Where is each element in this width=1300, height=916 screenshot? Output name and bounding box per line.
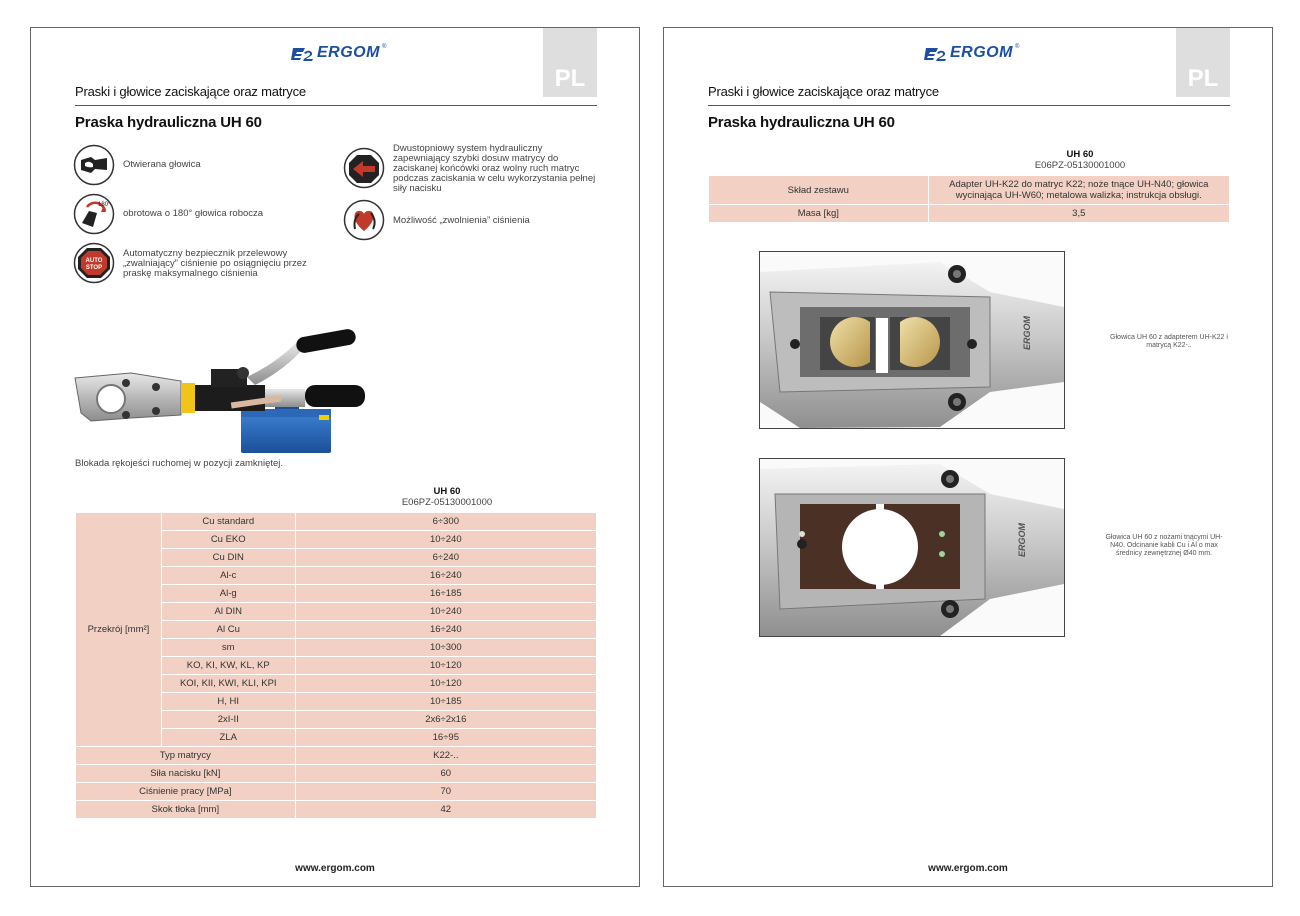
product-title: Praska hydrauliczna UH 60 bbox=[708, 114, 895, 131]
spec-value: 6÷240 bbox=[295, 549, 596, 567]
spec-value: 6÷300 bbox=[295, 513, 596, 531]
table-row bbox=[76, 765, 597, 783]
feature-open-head bbox=[73, 144, 323, 186]
open-head-icon bbox=[73, 144, 115, 186]
spec-label: Al-g bbox=[161, 585, 295, 603]
head-cutter-photo bbox=[759, 458, 1065, 637]
spec-label: H, HI bbox=[161, 693, 295, 711]
photo-caption: Głowica UH 60 z adapterem UH-K22 i matrycą K22-.. bbox=[1110, 334, 1228, 349]
brand-logo bbox=[924, 42, 1019, 64]
spec-value: 70 bbox=[295, 783, 596, 801]
table-row bbox=[709, 176, 1230, 205]
section-title: Praski i głowice zaciskające oraz matryce bbox=[75, 84, 306, 99]
brand-registered: ® bbox=[1014, 44, 1020, 50]
kit-table bbox=[708, 175, 1230, 223]
svg-text:AUTO: AUTO bbox=[85, 258, 103, 264]
table-row bbox=[76, 801, 597, 819]
model-name: UH 60 bbox=[433, 486, 461, 497]
brand-name: ERGOM bbox=[317, 44, 380, 61]
spec-label: Siła nacisku [kN] bbox=[76, 765, 296, 783]
feature-text: Dwustopniowy system hydrauliczny zapewniający szybki dosuw matrycy do zaciskanej końcówki oraz wolny ruch matryc podczas zaciskania w celu wykorzystania pełnej siły nacisku bbox=[393, 143, 596, 194]
spec-value: 10÷120 bbox=[295, 675, 596, 693]
head-brand-label: ERGOM bbox=[1017, 522, 1027, 557]
feature-rotation bbox=[73, 193, 323, 235]
table-row bbox=[76, 513, 597, 531]
model-code: E06PZ-05130001000 bbox=[401, 497, 493, 508]
spec-table bbox=[75, 512, 597, 819]
left-page bbox=[30, 27, 640, 887]
language-label: PL bbox=[554, 65, 586, 92]
head-brand-label: ERGOM bbox=[1022, 315, 1032, 350]
tool-caption: Blokada rękojeści ruchomej w pozycji zamkniętej. bbox=[75, 458, 284, 469]
divider bbox=[75, 105, 597, 106]
head-adapter-photo bbox=[759, 251, 1065, 429]
kit-value: 3,5 bbox=[928, 205, 1229, 223]
brand-logo bbox=[291, 42, 386, 64]
spec-label: Skok tłoka [mm] bbox=[76, 801, 296, 819]
svg-text:180°: 180° bbox=[98, 202, 111, 208]
model-name: UH 60 bbox=[1066, 149, 1094, 160]
spec-label: Cu DIN bbox=[161, 549, 295, 567]
spec-value: 42 bbox=[295, 801, 596, 819]
feature-auto-stop bbox=[73, 242, 323, 284]
table-row bbox=[76, 747, 597, 765]
spec-label: Al DIN bbox=[161, 603, 295, 621]
footer-url: www.ergom.com bbox=[295, 863, 375, 874]
model-header bbox=[980, 149, 1180, 171]
photo-caption: Głowica UH 60 z nożami tnącymi UH-N40. Odcinanie kabli Cu i Al o max średnicy zewnętrznej Ø40 mm. bbox=[1105, 534, 1223, 557]
spec-value: 10÷185 bbox=[295, 693, 596, 711]
spec-label: Al Cu bbox=[161, 621, 295, 639]
spec-label: Ciśnienie pracy [MPa] bbox=[76, 783, 296, 801]
rotation-180-icon bbox=[73, 193, 115, 235]
feature-text: obrotowa o 180° głowica robocza bbox=[123, 208, 264, 219]
feature-pressure-release bbox=[343, 199, 603, 241]
kit-label: Masa [kg] bbox=[709, 205, 929, 223]
spec-value: K22-.. bbox=[295, 747, 596, 765]
model-header bbox=[347, 486, 547, 508]
feature-text: Otwierana głowica bbox=[123, 159, 201, 170]
auto-stop-icon bbox=[73, 242, 115, 284]
right-page bbox=[663, 27, 1273, 887]
spec-label: KO, KI, KW, KL, KP bbox=[161, 657, 295, 675]
spec-value: 10÷120 bbox=[295, 657, 596, 675]
model-code: E06PZ-05130001000 bbox=[1034, 160, 1126, 171]
ergom-logo-icon bbox=[291, 44, 315, 62]
section-title: Praski i głowice zaciskające oraz matryce bbox=[708, 84, 939, 99]
spec-value: 10÷240 bbox=[295, 531, 596, 549]
spec-label: Typ matrycy bbox=[76, 747, 296, 765]
feature-text: Możliwość „zwolnienia” ciśnienia bbox=[393, 215, 530, 226]
feature-two-stage bbox=[343, 144, 603, 194]
spec-value: 10÷240 bbox=[295, 603, 596, 621]
divider bbox=[708, 105, 1230, 106]
ergom-logo-icon bbox=[924, 44, 948, 62]
spec-value: 10÷300 bbox=[295, 639, 596, 657]
spec-value: 16÷240 bbox=[295, 567, 596, 585]
spec-label: Al-c bbox=[161, 567, 295, 585]
kit-label: Skład zestawu bbox=[709, 176, 929, 205]
spec-value: 2x6÷2x16 bbox=[295, 711, 596, 729]
brand-registered: ® bbox=[381, 44, 387, 50]
spec-value: 16÷185 bbox=[295, 585, 596, 603]
spec-label: KOI, KII, KWI, KLI, KPI bbox=[161, 675, 295, 693]
language-label: PL bbox=[1187, 65, 1219, 92]
language-badge bbox=[543, 28, 597, 97]
spec-value: 16÷240 bbox=[295, 621, 596, 639]
language-badge bbox=[1176, 28, 1230, 97]
spec-label: Cu EKO bbox=[161, 531, 295, 549]
table-row bbox=[709, 205, 1230, 223]
spec-group-label: Przekrój [mm²] bbox=[76, 513, 162, 747]
spec-label: 2xI-II bbox=[161, 711, 295, 729]
hydraulic-press-photo bbox=[71, 303, 371, 458]
spec-label: ZLA bbox=[161, 729, 295, 747]
pressure-release-icon bbox=[343, 199, 385, 241]
product-title: Praska hydrauliczna UH 60 bbox=[75, 114, 262, 131]
footer-url: www.ergom.com bbox=[928, 863, 1008, 874]
spec-label: sm bbox=[161, 639, 295, 657]
spec-value: 16÷95 bbox=[295, 729, 596, 747]
table-row bbox=[76, 783, 597, 801]
spec-label: Cu standard bbox=[161, 513, 295, 531]
brand-name: ERGOM bbox=[950, 44, 1013, 61]
two-stage-icon bbox=[343, 147, 385, 189]
spec-value: 60 bbox=[295, 765, 596, 783]
feature-text: Automatyczny bezpiecznik przelewowy „zwalniający” ciśnienie po osiągnięciu przez praskę maksymalnego ciśnienia bbox=[123, 248, 307, 279]
svg-text:STOP: STOP bbox=[85, 265, 103, 271]
kit-value: Adapter UH-K22 do matryc K22; noże tnące UH-N40; głowica wycinająca UH-W60; metalowa walizka; instrukcja obsługi. bbox=[928, 176, 1229, 205]
